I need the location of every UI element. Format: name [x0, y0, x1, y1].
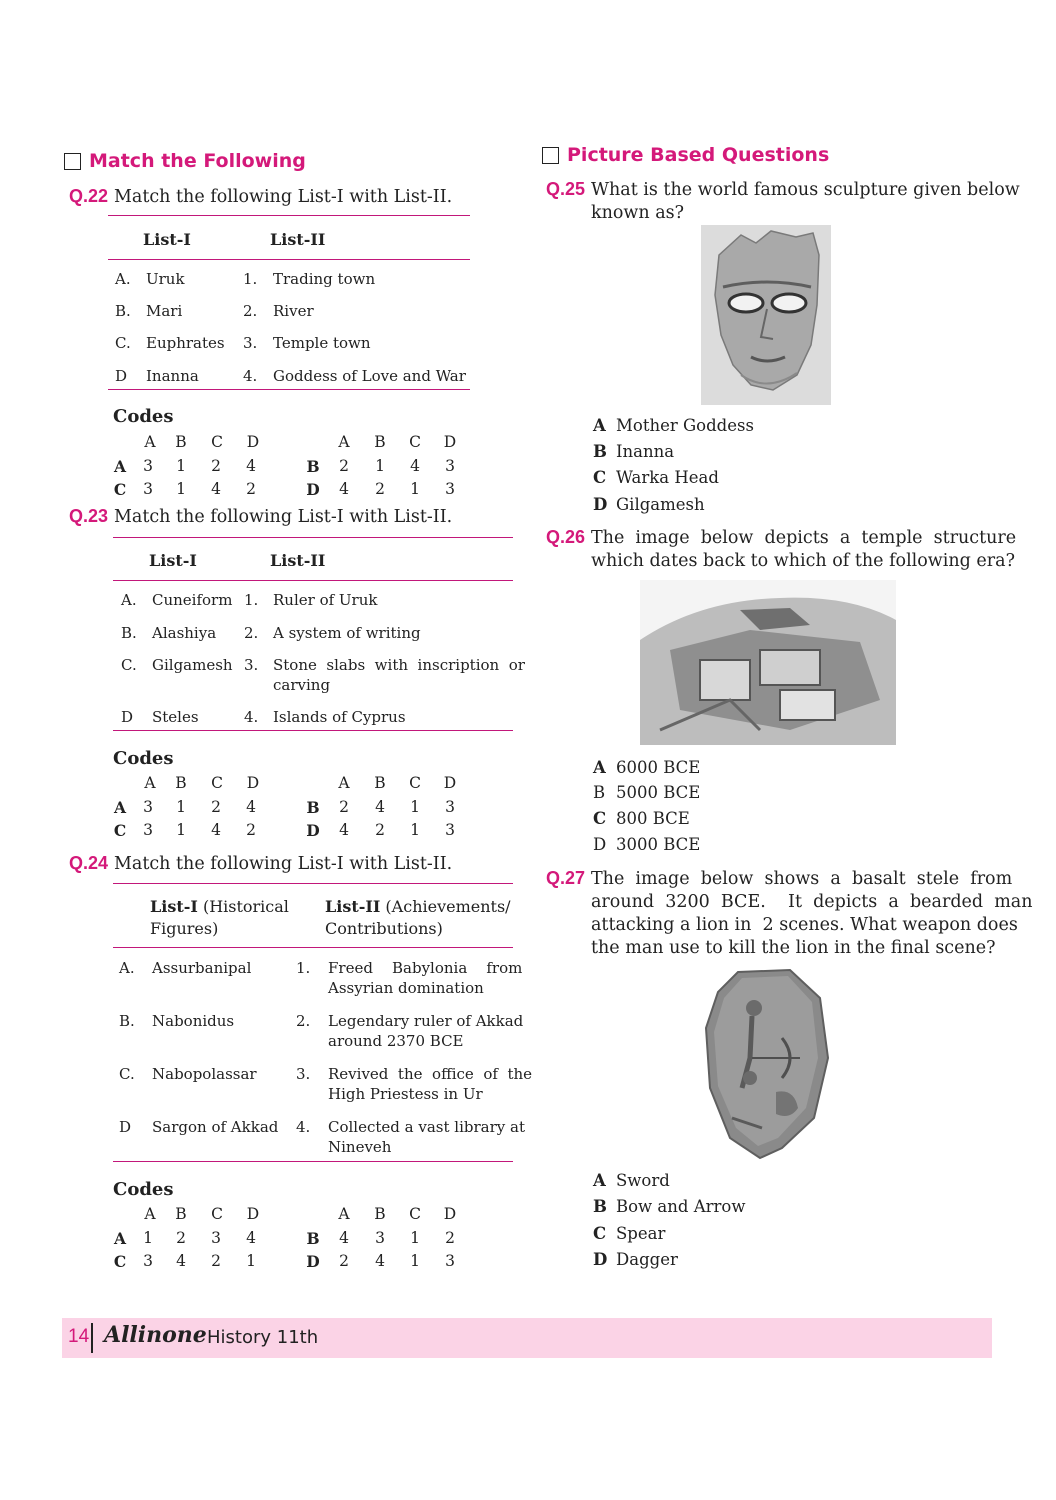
row-letter: C. — [115, 334, 131, 352]
code-value: 2 — [211, 457, 221, 475]
code-value: 4 — [246, 798, 256, 816]
question-text: Match the following List-I with List-II. — [114, 187, 453, 207]
question-number: Q.26 — [546, 527, 586, 547]
question-text: around 3200 BCE. It depicts a bearded man — [591, 892, 1033, 912]
row-letter: A. — [115, 270, 131, 288]
row-letter: D — [119, 1118, 132, 1136]
code-value: 1 — [410, 821, 420, 839]
brand-logo: Allinone — [104, 1322, 207, 1348]
codes-header: C — [211, 433, 223, 451]
temple-ruins-icon — [640, 580, 896, 745]
list2-item: Islands of Cyprus — [273, 708, 406, 726]
option-letter: B — [593, 442, 607, 461]
question-number: Q.27 — [546, 868, 586, 888]
row-number: 1. — [243, 270, 258, 288]
code-value: 4 — [339, 821, 349, 839]
column-header — [325, 896, 511, 940]
row-letter: B. — [119, 1012, 135, 1030]
table-rule — [108, 389, 470, 390]
code-value: 1 — [246, 1252, 256, 1270]
column-header: List-II — [270, 551, 326, 570]
code-option: D — [306, 480, 320, 499]
code-option: B — [306, 457, 320, 476]
code-value: 3 — [211, 1229, 221, 1247]
option-letter: D — [593, 1250, 608, 1269]
list2-item: Goddess of Love and War — [273, 367, 466, 385]
codes-header: B — [374, 433, 386, 451]
list2-item: Trading town — [273, 270, 376, 288]
code-value: 1 — [176, 821, 186, 839]
question-text: the man use to kill the lion in the final scene? — [591, 938, 996, 958]
code-value: 2 — [211, 798, 221, 816]
codes-header: A — [338, 1205, 350, 1223]
list2-item-cont: Assyrian domination — [328, 979, 484, 997]
option-letter: B — [593, 1197, 607, 1216]
codes-title: Codes — [113, 748, 174, 769]
code-value: 4 — [246, 1229, 256, 1247]
question-text: which dates back to which of the following era? — [591, 551, 1015, 571]
option-text: 800 BCE — [616, 809, 690, 828]
codes-header: D — [246, 433, 260, 451]
code-value: 4 — [375, 798, 385, 816]
option-letter: A — [593, 416, 606, 435]
list2-item: River — [273, 302, 314, 320]
question-text: What is the world famous sculpture given below — [591, 180, 1020, 200]
row-number: 2. — [243, 302, 258, 320]
code-value: 3 — [143, 821, 153, 839]
codes-header: C — [211, 1205, 223, 1223]
list2-item: Ruler of Uruk — [273, 591, 378, 609]
question-text: known as? — [591, 203, 685, 223]
codes-header: C — [409, 774, 421, 792]
codes-title: Codes — [113, 1179, 174, 1200]
question-text: The image below shows a basalt stele from — [591, 869, 1013, 889]
mask-sculpture-icon — [701, 225, 831, 405]
code-value: 3 — [143, 798, 153, 816]
code-value: 4 — [339, 1229, 349, 1247]
list2-item: Collected a vast library at — [328, 1118, 525, 1136]
codes-header: C — [409, 1205, 421, 1223]
list2-item-cont: Nineveh — [328, 1138, 392, 1156]
code-option: C — [113, 480, 127, 499]
code-value: 2 — [339, 457, 349, 475]
question-number: Q.23 — [69, 506, 109, 526]
list1-item: Mari — [146, 302, 183, 320]
question-text: attacking a lion in 2 scenes. What weapon does — [591, 915, 1018, 935]
header-line2: Figures) — [150, 919, 219, 938]
match-section-heading — [64, 150, 306, 172]
option-text: Inanna — [616, 442, 675, 461]
row-number: 3. — [243, 334, 258, 352]
code-option: D — [306, 821, 320, 840]
code-value: 3 — [445, 798, 455, 816]
codes-header: B — [175, 774, 187, 792]
row-number: 4. — [243, 367, 258, 385]
option-letter: D — [593, 495, 608, 514]
row-letter: B. — [115, 302, 131, 320]
row-number: 3. — [244, 656, 259, 674]
list1-item: Assurbanipal — [152, 959, 252, 977]
codes-header: B — [374, 774, 386, 792]
stele-icon — [702, 968, 834, 1160]
codes-header: A — [338, 433, 350, 451]
table-rule — [113, 730, 513, 731]
warka-head-image — [701, 225, 831, 405]
code-value: 2 — [246, 821, 256, 839]
code-value: 2 — [339, 1252, 349, 1270]
book-title: History 11th — [207, 1327, 319, 1348]
code-value: 2 — [246, 480, 256, 498]
checkbox-icon — [64, 153, 81, 170]
list1-item: Inanna — [146, 367, 199, 385]
list1-item: Cuneiform — [152, 591, 233, 609]
question-text: Match the following List-I with List-II. — [114, 507, 453, 527]
column-header — [150, 896, 289, 940]
code-value: 1 — [410, 798, 420, 816]
column-header: List-I — [143, 230, 191, 249]
code-value: 3 — [143, 480, 153, 498]
list2-item: Legendary ruler of Akkad — [328, 1012, 524, 1030]
option-letter: A — [593, 1171, 606, 1190]
list1-item: Sargon of Akkad — [152, 1118, 279, 1136]
code-value: 4 — [211, 480, 221, 498]
option-text: 6000 BCE — [616, 758, 701, 777]
codes-header: B — [175, 433, 187, 451]
code-value: 3 — [445, 1252, 455, 1270]
codes-header: D — [246, 1205, 260, 1223]
header-bold: List-I — [150, 897, 198, 916]
picture-section-heading — [542, 144, 829, 166]
list2-item: Temple town — [273, 334, 371, 352]
codes-header: A — [144, 433, 156, 451]
question-text: Match the following List-I with List-II. — [114, 854, 453, 874]
option-text: Mother Goddess — [616, 416, 754, 435]
code-value: 2 — [375, 480, 385, 498]
row-number: 1. — [296, 959, 311, 977]
code-value: 1 — [410, 1229, 420, 1247]
code-value: 4 — [410, 457, 420, 475]
codes-header: D — [443, 433, 457, 451]
code-value: 3 — [143, 457, 153, 475]
codes-header: A — [144, 1205, 156, 1223]
table-rule — [108, 215, 470, 216]
list1-item: Alashiya — [152, 624, 217, 642]
option-letter: A — [593, 758, 606, 777]
header-rest: (Achievements/ — [380, 897, 511, 916]
codes-header: C — [409, 433, 421, 451]
row-number: 4. — [296, 1118, 311, 1136]
row-letter: D — [121, 708, 134, 726]
code-option: B — [306, 1229, 320, 1248]
code-value: 2 — [211, 1252, 221, 1270]
list2-item: Freed Babylonia from — [328, 959, 523, 977]
code-option: C — [113, 1252, 127, 1271]
list1-item: Nabopolassar — [152, 1065, 257, 1083]
page-number: 14 — [68, 1326, 90, 1347]
code-value: 3 — [375, 1229, 385, 1247]
row-number: 1. — [244, 591, 259, 609]
code-value: 1 — [375, 457, 385, 475]
row-letter: C. — [119, 1065, 135, 1083]
code-option: A — [113, 457, 127, 476]
header-bold: List-II — [325, 897, 381, 916]
codes-header: A — [338, 774, 350, 792]
question-number: Q.25 — [546, 179, 586, 199]
code-value: 2 — [445, 1229, 455, 1247]
row-letter: A. — [119, 959, 135, 977]
row-number: 3. — [296, 1065, 311, 1083]
list2-item: A system of writing — [273, 624, 421, 642]
codes-header: B — [374, 1205, 386, 1223]
checkbox-icon — [542, 147, 559, 164]
codes-header: B — [175, 1205, 187, 1223]
list1-item: Gilgamesh — [152, 656, 233, 674]
table-rule — [113, 580, 513, 581]
option-text: 5000 BCE — [616, 783, 701, 802]
section-title: Match the Following — [89, 150, 306, 172]
row-number: 2. — [296, 1012, 311, 1030]
code-option: B — [306, 798, 320, 817]
table-rule — [108, 259, 470, 260]
option-letter: C — [593, 1224, 607, 1243]
code-value: 3 — [445, 480, 455, 498]
codes-title: Codes — [113, 406, 174, 427]
list2-item: Revived the office of the — [328, 1065, 533, 1083]
option-text: Gilgamesh — [616, 495, 705, 514]
column-header: List-I — [149, 551, 197, 570]
code-value: 4 — [176, 1252, 186, 1270]
option-letter: C — [593, 809, 607, 828]
list1-item: Nabonidus — [152, 1012, 235, 1030]
row-letter: B. — [121, 624, 137, 642]
code-option: A — [113, 798, 127, 817]
code-option: D — [306, 1252, 320, 1271]
question-number: Q.24 — [69, 853, 109, 873]
basalt-stele-image — [702, 968, 834, 1160]
footer-divider — [91, 1323, 93, 1353]
code-value: 1 — [176, 798, 186, 816]
code-value: 1 — [176, 480, 186, 498]
table-rule — [113, 537, 513, 538]
row-number: 4. — [244, 708, 259, 726]
code-option: C — [113, 821, 127, 840]
option-letter: B — [593, 783, 606, 802]
question-number: Q.22 — [69, 186, 109, 206]
option-text: Spear — [616, 1224, 666, 1243]
list1-item: Uruk — [146, 270, 185, 288]
table-rule — [113, 947, 513, 948]
code-value: 1 — [176, 457, 186, 475]
option-text: Dagger — [616, 1250, 678, 1269]
question-text: The image below depicts a temple structure — [591, 528, 1017, 548]
option-letter: C — [593, 468, 607, 487]
code-value: 2 — [176, 1229, 186, 1247]
list2-item-cont: High Priestess in Ur — [328, 1085, 483, 1103]
code-value: 4 — [211, 821, 221, 839]
list2-item: Stone slabs with inscription or — [273, 656, 525, 674]
row-letter: C. — [121, 656, 137, 674]
option-text: Bow and Arrow — [616, 1197, 746, 1216]
table-rule — [113, 883, 513, 884]
table-rule — [113, 1161, 513, 1162]
code-value: 2 — [375, 821, 385, 839]
row-letter: A. — [121, 591, 137, 609]
code-value: 1 — [143, 1229, 153, 1247]
option-text: 3000 BCE — [616, 835, 701, 854]
list1-item: Euphrates — [146, 334, 225, 352]
option-text: Warka Head — [616, 468, 719, 487]
code-value: 4 — [375, 1252, 385, 1270]
codes-header: D — [246, 774, 260, 792]
header-line2: Contributions) — [325, 919, 443, 938]
code-value: 4 — [246, 457, 256, 475]
codes-header: C — [211, 774, 223, 792]
codes-header: D — [443, 774, 457, 792]
header-rest: (Historical — [197, 897, 289, 916]
list1-item: Steles — [152, 708, 199, 726]
row-number: 2. — [244, 624, 259, 642]
codes-header: A — [144, 774, 156, 792]
temple-ruins-image — [640, 580, 896, 745]
code-value: 4 — [339, 480, 349, 498]
code-value: 1 — [410, 480, 420, 498]
option-text: Sword — [616, 1171, 670, 1190]
code-value: 3 — [445, 821, 455, 839]
code-value: 2 — [339, 798, 349, 816]
column-header: List-II — [270, 230, 326, 249]
code-value: 3 — [445, 457, 455, 475]
code-value: 1 — [410, 1252, 420, 1270]
code-value: 3 — [143, 1252, 153, 1270]
row-letter: D — [115, 367, 128, 385]
section-title: Picture Based Questions — [567, 144, 830, 166]
code-option: A — [113, 1229, 127, 1248]
codes-header: D — [443, 1205, 457, 1223]
option-letter: D — [593, 835, 607, 854]
list2-item-cont: carving — [273, 676, 331, 694]
list2-item-cont: around 2370 BCE — [328, 1032, 464, 1050]
